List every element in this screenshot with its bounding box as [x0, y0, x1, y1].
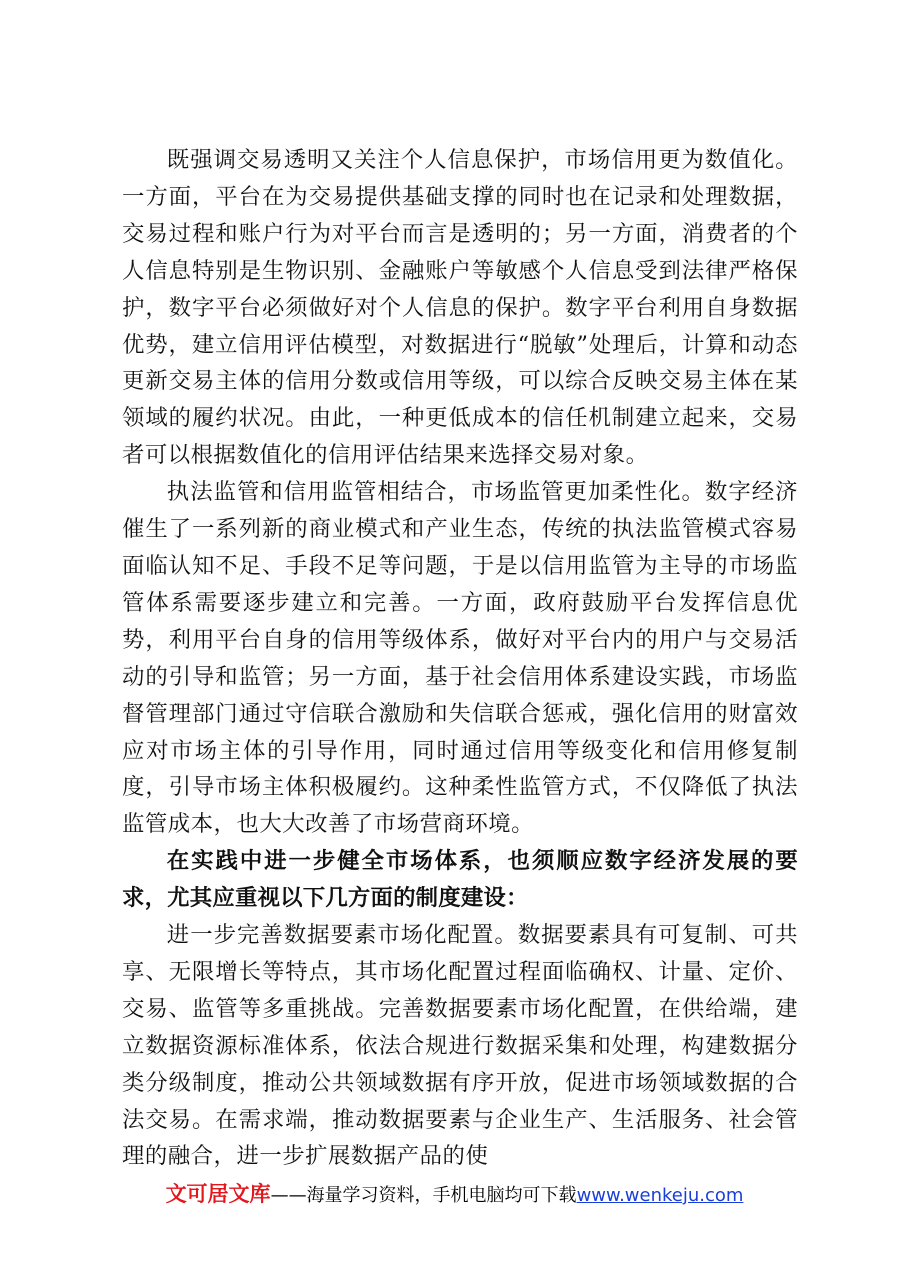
- footer-brand: 文可居文库: [165, 1182, 271, 1206]
- footer-banner: [0, 1178, 909, 1208]
- footer-slogan: ——海量学习资料，手机电脑均可下载: [270, 1185, 577, 1206]
- footer-link[interactable]: www.wenkeju.com: [576, 1185, 744, 1206]
- paragraph-bold-heading: 在实践中进一步健全市场体系，也须顺应数字经济发展的要求，尤其应重视以下几方面的制度建设：: [122, 848, 798, 912]
- paragraph-credit-digitization: 既强调交易透明又关注个人信息保护，市场信用更为数值化。一方面，平台在为交易提供基础支撑的同时也在记录和处理数据，交易过程和账户行为对平台而言是透明的；另一方面，消费者的个人信息特别是生物识别、金融账户等敏感个人信息受到法律严格保护，数字平台必须做好对个人信息的保护。数字平台利用自身数据优势，建立信用评估模型，对数据进行“脱敏”处理后，计算和动态更新交易主体的信用分数或信用等级，可以综合反映交易主体在某领域的履约状况。由此，一种更低成本的信任机制建立起来，交易者可以根据数值化的信用评估结果来选择交易对象。: [122, 147, 798, 469]
- paragraph-data-elements: 进一步完善数据要素市场化配置。数据要素具有可复制、可共享、无限增长等特点，其市场化配置过程面临确权、计量、定价、交易、监管等多重挑战。完善数据要素市场化配置，在供给端，建立数据资源标准体系，依法合规进行数据采集和处理，构建数据分类分级制度，推动公共领域数据有序开放，促进市场领域数据的合法交易。在需求端，推动数据要素与企业生产、生活服务、社会管理的融合，进一步扩展数据产品的使: [122, 922, 798, 1170]
- paragraph-flexible-regulation: 执法监管和信用监管相结合，市场监管更加柔性化。数字经济催生了一系列新的商业模式和产业生态，传统的执法监管模式容易面临认知不足、手段不足等问题，于是以信用监管为主导的市场监管体系需要逐步建立和完善。一方面，政府鼓励平台发挥信息优势，利用平台自身的信用等级体系，做好对平台内的用户与交易活动的引导和监管；另一方面，基于社会信用体系建设实践，市场监督管理部门通过守信联合激励和失信联合惩戒，强化信用的财富效应对市场主体的引导作用，同时通过信用等级变化和信用修复制度，引导市场主体积极履约。这种柔性监管方式，不仅降低了执法监管成本，也大大改善了市场营商环境。: [122, 479, 798, 838]
- document-body: [122, 142, 798, 1175]
